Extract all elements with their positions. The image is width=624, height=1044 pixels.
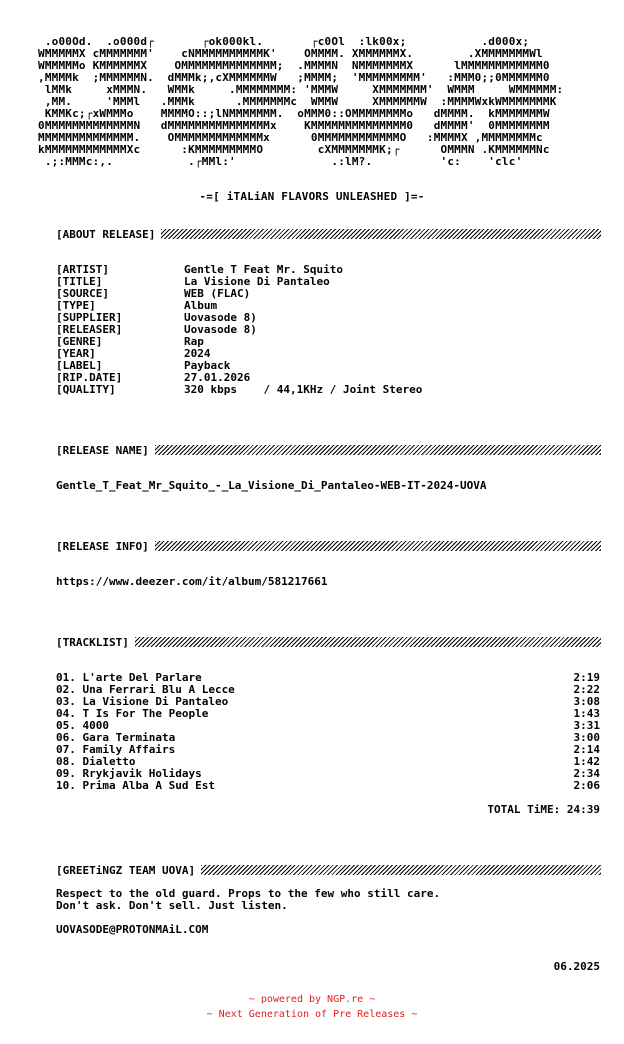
tracklist-header	[56, 635, 601, 649]
track-title: 10. Prima Alba A Sud Est	[56, 779, 215, 792]
greetings-line: Don't ask. Don't sell. Just listen.	[56, 899, 288, 912]
track-row	[56, 708, 600, 720]
detail-value: Uovasode 8)	[184, 311, 257, 324]
greetings-header	[56, 863, 601, 877]
hatched-divider	[135, 637, 601, 647]
track-title: 04. T Is For The People	[56, 707, 209, 720]
detail-value: Rap	[184, 335, 204, 348]
about-release-header	[56, 227, 601, 241]
detail-row	[56, 348, 422, 360]
hatched-divider	[155, 541, 601, 551]
track-time: 2:34	[573, 767, 600, 780]
detail-value: 2024	[184, 347, 211, 360]
track-title: 07. Family Affairs	[56, 743, 176, 756]
detail-key: [LABEL]	[56, 359, 103, 372]
track-title: 05. 4000	[56, 719, 109, 732]
track-row	[56, 780, 600, 792]
detail-row	[56, 384, 422, 396]
detail-row	[56, 336, 422, 348]
greetings-line: Respect to the old guard. Props to the few who still care.	[56, 887, 441, 900]
footer-powered-by[interactable]: ~ powered by NGP.re ~	[248, 994, 376, 1005]
track-time: 2:06	[573, 779, 600, 792]
section-label: [GREETiNGZ TEAM UOVA]	[56, 863, 196, 877]
hatched-divider	[155, 445, 601, 455]
detail-key: [QUALITY]	[56, 383, 116, 396]
release-name: Gentle_T_Feat_Mr_Squito_-_La_Visione_Di_Pantaleo-WEB-IT-2024-UOVA	[56, 479, 487, 492]
detail-value: WEB (FLAC)	[184, 287, 251, 300]
nfo-date: 06.2025	[553, 960, 600, 973]
detail-key: [TYPE]	[56, 299, 96, 312]
detail-key: [TITLE]	[56, 275, 103, 288]
track-time: 1:43	[573, 707, 600, 720]
ascii-logo: .o00Od. .o000d┌ ┌ok000kl. ┌c0Ol :lk00x; .d000x; WMMMMMX cMMMMMMM' cNMMMMMMMMMMK' OMMMM. XMMMMMMX. .XMMMMMMMWl WMMMMMo KMMMMMMX OMMMMMMMMMMMMMM; .MMMMN NMMMMMMMX lMMMMMMMMMMMM0 ,MMMMk ;MMMMMMN. dMMMk;,cXMMMMMMW ;MMMM; 'MMMMMMMMM' :MMM0;;0MMMMMM0 lMMk xMMMN. WMMk .MMMMMMMM: 'MMMW XMMMMMMM' WMMM WMMMMMM: ,MM. 'MMMl .MMMk .MMMMMMMc WMMW XMMMMMMW :MMMMWxkWMMMMMMMK KMMKc;┌xWMMMo MMMMO::;lNMMMMMMM. oMMM0::OMMMMMMMMo dMMMM. kMMMMMMMW 0MMMMMMMMMMMMMN dMMMMMMMMMMMMMMMx KMMMMMMMMMMMMMM0 dMMMM' 0MMMMMMMM MMMMMMMMMMMMMM. OMMMMMMMMMMMMMx 0MMMMMMMMMMMMO :MMMMX ,MMMMMMMMc kMMMMMMMMMMMMXc :KMMMMMMMMMO cXMMMMMMMK;┌ OMMMN .KMMMMMMNc .;:MMMc:,. .┌MMl:' .:lM?. 'c: 'clc'	[38, 35, 564, 168]
track-title: 02. Una Ferrari Blu A Lecce	[56, 683, 235, 696]
track-time: 1:42	[573, 755, 600, 768]
detail-row	[56, 324, 422, 336]
track-time: 2:14	[573, 743, 600, 756]
release-info-header	[56, 539, 601, 553]
track-time: 3:08	[573, 695, 600, 708]
track-time: 2:19	[573, 671, 600, 684]
track-title: 09. Rrykjavik Holidays	[56, 767, 202, 780]
section-label: [RELEASE NAME]	[56, 443, 149, 457]
detail-row	[56, 288, 422, 300]
release-details	[56, 264, 422, 396]
hatched-divider	[161, 229, 601, 239]
detail-value: Album	[184, 299, 218, 312]
detail-key: [GENRE]	[56, 335, 103, 348]
track-time: 3:00	[573, 731, 600, 744]
detail-value: Payback	[184, 359, 231, 372]
contact-email[interactable]: UOVASODE@PROTONMAiL.COM	[56, 923, 209, 936]
section-label: [ABOUT RELEASE]	[56, 227, 156, 241]
detail-value: Uovasode 8)	[184, 323, 257, 336]
detail-key: [SUPPLIER]	[56, 311, 123, 324]
tagline: -=[ iTALiAN FLAVORS UNLEASHED ]=-	[199, 190, 425, 203]
track-row	[56, 744, 600, 756]
detail-key: [ARTIST]	[56, 263, 109, 276]
detail-value: 27.01.2026	[184, 371, 251, 384]
section-label: [TRACKLIST]	[56, 635, 129, 649]
track-time: 3:31	[573, 719, 600, 732]
detail-value: La Visione Di Pantaleo	[184, 275, 330, 288]
detail-value: 320 kbps / 44,1KHz / Joint Stereo	[184, 383, 423, 396]
detail-key: [RELEASER]	[56, 323, 123, 336]
tracklist	[56, 672, 600, 792]
release-name-header	[56, 443, 601, 457]
detail-value: Gentle T Feat Mr. Squito	[184, 263, 343, 276]
detail-key: [RIP.DATE]	[56, 371, 123, 384]
track-title: 03. La Visione Di Pantaleo	[56, 695, 229, 708]
track-title: 08. Dialetto	[56, 755, 136, 768]
detail-key: [SOURCE]	[56, 287, 109, 300]
track-title: 01. L'arte Del Parlare	[56, 671, 202, 684]
track-title: 06. Gara Terminata	[56, 731, 176, 744]
hatched-divider	[201, 865, 601, 875]
track-time: 2:22	[573, 683, 600, 696]
footer-tagline: ~ Next Generation of Pre Releases ~	[206, 1009, 418, 1020]
total-time: TOTAL TiME: 24:39	[487, 803, 600, 816]
detail-key: [YEAR]	[56, 347, 96, 360]
release-url[interactable]: https://www.deezer.com/it/album/581217661	[56, 575, 328, 588]
section-label: [RELEASE INFO]	[56, 539, 149, 553]
